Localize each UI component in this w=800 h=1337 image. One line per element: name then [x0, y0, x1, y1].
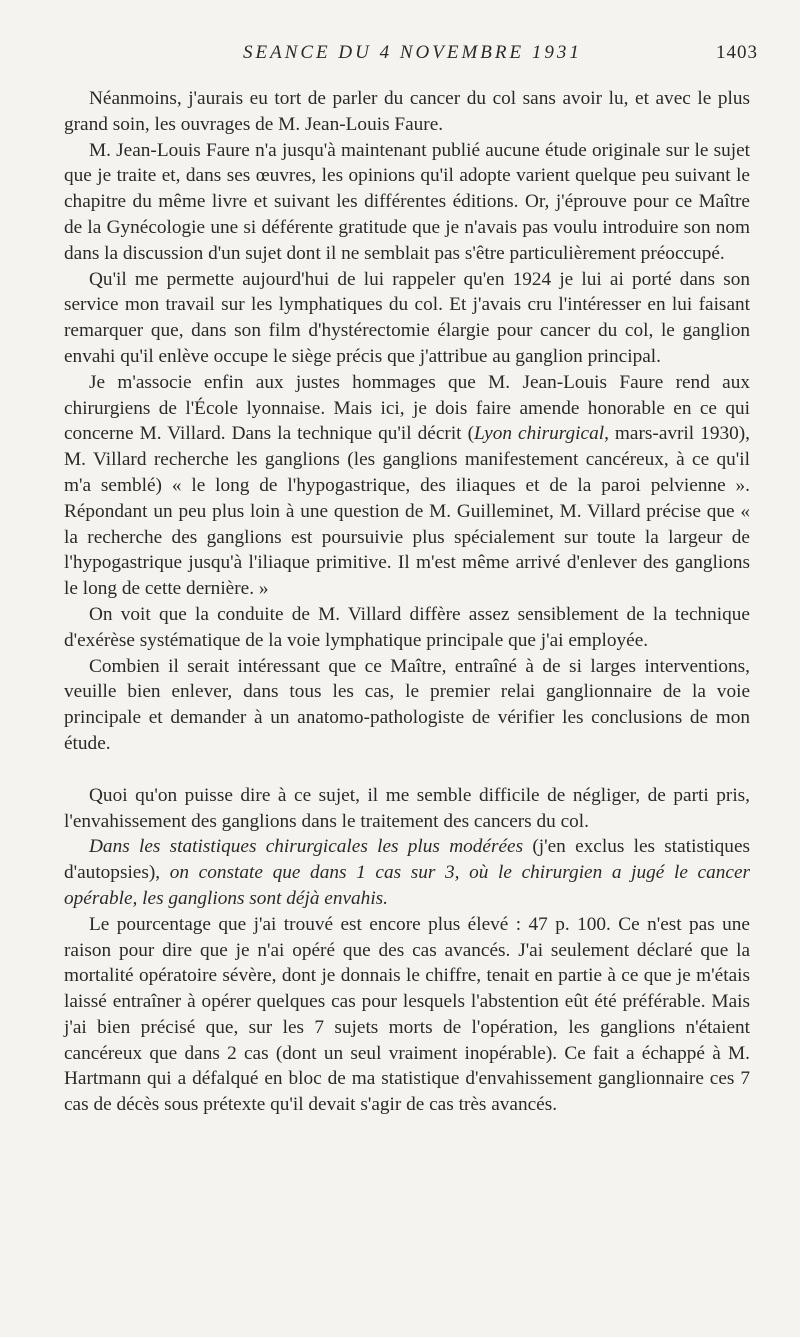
paragraph: Quoi qu'on puisse dire à ce sujet, il me semble difficile de négliger, de parti pris, l'envahissement des ganglions dans le traitement des cancers du col.: [64, 784, 750, 832]
paragraph: [64, 834, 750, 911]
paragraph-text: Je m'associe enfin aux justes hommages que M. Jean-Louis Faure rend aux chirurgiens de l'École lyonnaise. Mais ici, je dois faire amende honorable en ce qui concerne M. Villard. Dans la technique qu'il décrit (: [64, 371, 750, 445]
paragraph: Qu'il me permette aujourd'hui de lui rappeler qu'en 1924 je lui ai porté dans son service mon travail sur les lymphatiques du col. Et j'avais cru l'intéresser en lui faisant remarquer que, dans son film d'hystérectomie élargie pour cancer du col, le ganglion envahi qu'il enlève occupe le siège précis que j'attribue au ganglion principal.: [64, 268, 750, 367]
paragraph: [64, 370, 750, 602]
paragraph-text: , mars-avril 1930), M. Villard recherche les ganglions (les ganglions manifestement cancéreux, à ce qu'il m'a semblé) « le long de l'hypogastrique, des iliaques et de la paroi pelvienne ». Répondant un peu plus loin à une question de M. Guilleminet, M. Villard précise que « la recherche des ganglions est poursuivie plus spécialement sur toute la largeur de l'hypogastrique jusqu'à l'iliaque primitive. Il m'est même arrivé d'enlever des ganglions le long de cette dernière. »: [64, 423, 750, 600]
body-text: [64, 86, 750, 1118]
running-title: SEANCE DU 4 NOVEMBRE 1931: [243, 42, 582, 63]
page-number: 1403: [716, 42, 758, 63]
paragraph: On voit que la conduite de M. Villard diffère assez sensiblement de la technique d'exérèse systématique de la voie lymphatique principale que j'ai employée.: [64, 603, 750, 651]
paragraph: Le pourcentage que j'ai trouvé est encore plus élevé : 47 p. 100. Ce n'est pas une raison pour dire que je n'ai opéré que des cas avancés. J'ai seulement déclaré que la mortalité opératoire sévère, dont je donnais le chiffre, tenait en partie à ce que je m'étais laissé entraîner à opérer quelques cas pour lesquels l'abstention eût été préférable. Mais j'ai bien précisé que, sur les 7 sujets morts de l'opération, les ganglions n'étaient cancéreux que dans 2 cas (dont un seul vraiment inopérable). Ce fait a échappé à M. Hartmann qui a défalqué en bloc de ma statistique d'envahissement ganglionnaire ces 7 cas de décès sous prétexte qu'il devait s'agir de cas très avancés.: [64, 913, 750, 1116]
section-gap: [64, 757, 750, 783]
italic-text: Dans les statistiques chirurgicales les plus modérées: [89, 836, 524, 858]
italic-text: on constate que dans 1 cas sur 3, où le chirurgien a jugé le cancer opérable, les ganglions sont déjà envahis.: [64, 862, 751, 909]
page-header: [0, 42, 800, 72]
paragraph-text: (j'en exclus les statistiques d'autopsies),: [64, 836, 750, 884]
paragraph: Néanmoins, j'aurais eu tort de parler du cancer du col sans avoir lu, et avec le plus grand soin, les ouvrages de M. Jean-Louis Faure.: [64, 88, 750, 135]
paragraph: M. Jean-Louis Faure n'a jusqu'à maintenant publié aucune étude originale sur le sujet que je traite et, dans ses œuvres, les opinions qu'il adopte varient quelque peu suivant le chapitre du même livre et suivant les différentes éditions. Or, j'éprouve pour ce Maître de la Gynécologie une si déférente gratitude que je n'avais pas voulu introduire son nom dans la discussion d'un sujet dont il ne semblait pas s'être particulièrement préoccupé.: [64, 139, 750, 264]
journal-title: Lyon chirurgical: [474, 423, 605, 445]
paragraph: Combien il serait intéressant que ce Maître, entraîné à de si larges interventions, veuille bien enlever, dans tous les cas, le premier relai ganglionnaire de la voie principale et demander à un anatomo-pathologiste de vérifier les conclusions de mon étude.: [64, 655, 750, 754]
